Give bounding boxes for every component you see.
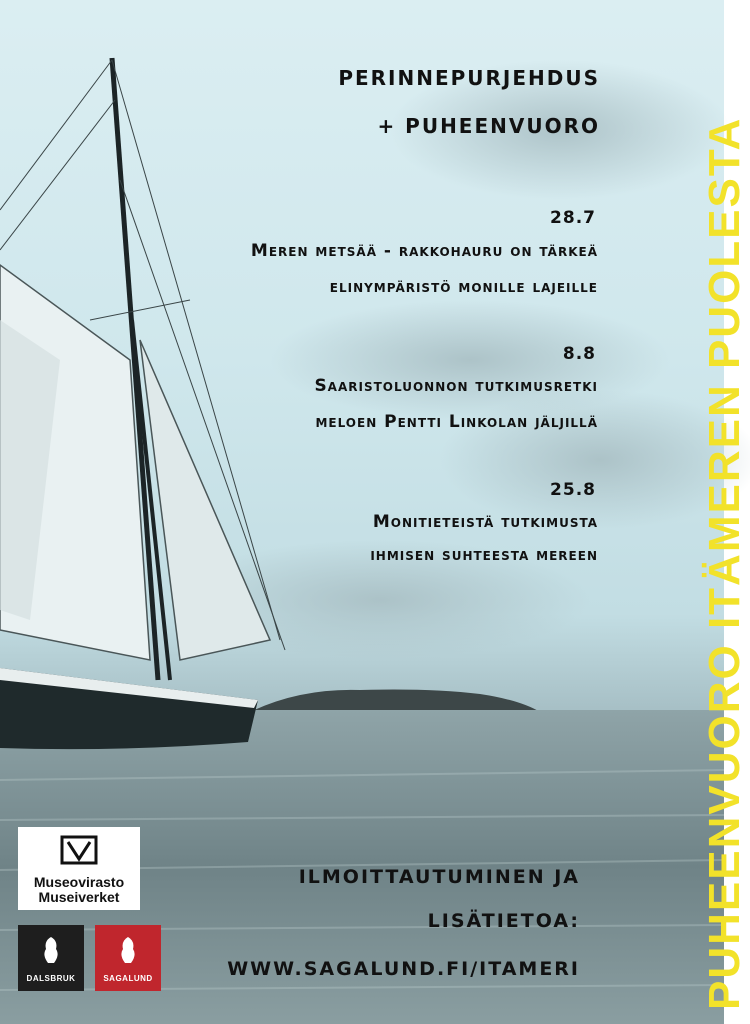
header-line-1: PERINNEPURJEHDUS — [338, 66, 600, 90]
museovirasto-logo — [18, 827, 140, 910]
event-date: 25.8 — [550, 480, 596, 500]
header-line-2: + PUHEENVUORO — [377, 114, 600, 138]
dalsbruk-label: DALSBRUK — [26, 974, 76, 983]
dalsbruk-logo — [18, 925, 84, 991]
sagalund-logo — [95, 925, 161, 991]
registration-line-2: LISÄTIETOA: — [427, 910, 580, 932]
sagalund-lion-icon — [117, 935, 139, 965]
museovirasto-v-icon — [60, 835, 98, 865]
event-title-line: Monitieteistä tutkimusta — [372, 512, 598, 532]
registration-url[interactable]: WWW.SAGALUND.FI/ITAMERI — [227, 958, 580, 980]
event-title-line: meloen Pentti Linkolan jäljillä — [315, 412, 598, 432]
museiverket-name: Museiverket — [38, 889, 120, 905]
registration-line-1: ILMOITTAUTUMINEN JA — [298, 866, 580, 888]
event-title-line: ihmisen suhteesta mereen — [370, 545, 598, 565]
event-date: 28.7 — [550, 208, 596, 228]
sagalund-label: SAGALUND — [103, 974, 153, 983]
island — [250, 690, 540, 713]
event-title-line: elinympäristö monille lajeille — [329, 277, 598, 297]
dalsbruk-lion-icon — [40, 935, 62, 965]
museovirasto-name: Museovirasto — [33, 874, 125, 890]
event-date: 8.8 — [562, 344, 596, 364]
event-title-line: Saaristoluonnon tutkimusretki — [314, 376, 598, 396]
event-title-line: Meren metsää - rakkohauru on tärkeä — [250, 241, 598, 261]
vertical-title: PUHEENVUORO ITÄMEREN PUOLESTA — [700, 116, 749, 1010]
